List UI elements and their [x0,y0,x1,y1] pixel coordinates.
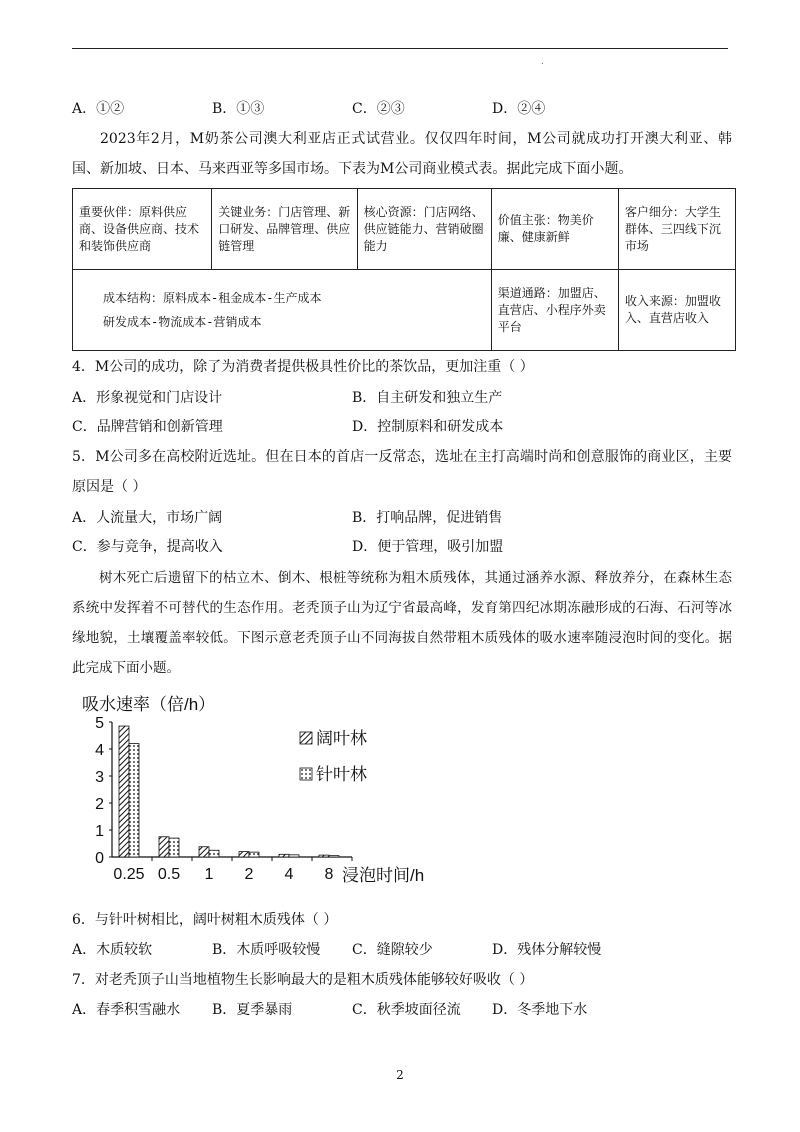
x-tick-label: 0.5 [157,866,181,883]
prev-option-b: B．①③ [212,101,265,117]
bar-broadleaf [239,852,249,857]
intro-m-company: 2023年2月，M奶茶公司澳大利亚店正式试营业。仅仅四年时间，M公司就成功打开澳大利亚、韩国、新加坡、日本、马来西亚等多国市场。下表为M公司商业模式表。据此完成下面小题。 [72,131,732,177]
cell-channels: 渠道通路：加盟店、直营店、小程序外卖平台 [491,270,618,351]
y-tick-label: 0 [95,850,104,867]
bar-broadleaf [119,726,129,857]
q4-stem: 4．M公司的成功，除了为消费者提供极具性价比的茶饮品，更加注重（ ） [72,359,534,375]
cell-core-resources: 核心资源：门店网络、供应链能力、营销破圈能力 [357,189,491,270]
q6-option-b: B．木质呼吸较慢 [212,942,321,958]
bar-conifer [249,852,259,857]
intro-woody-debris: 树木死亡后遗留下的枯立木、倒木、根桩等统称为粗木质残体，其通过涵养水源、释放养分，在森林生态系统中发挥着不可替代的生态作用。老秃顶子山为辽宁省最高峰，发育第四纪冰期冻融形成的石海、石河等冰缘地貌，土壤覆盖率较低。下图示意老秃顶子山不同海拔自然带粗木质残体的吸水速率随浸泡时间的变化。据此完成下面小题。 [72,570,732,676]
bar-conifer [129,744,139,857]
bar-broadleaf [199,847,209,857]
q5-stem: 5．M公司多在高校附近选址。但在日本的首店一反常态，选址在主打高端时尚和创意服饰的商业区，主要原因是（ ） [72,449,732,495]
cost-line-2: 研发成本-物流成本-营销成本 [103,315,262,329]
q4-option-d: D．控制原料和研发成本 [352,419,504,435]
water-absorption-chart [72,688,452,888]
legend-label: 针叶林 [316,765,367,784]
x-tick-label: 8 [324,866,334,883]
header-rule [72,48,728,49]
y-tick-label: 5 [95,715,104,732]
legend-label: 阔叶林 [316,729,367,748]
page-number: 2 [396,1068,404,1082]
q4-option-a: A．形象视觉和门店设计 [72,390,223,406]
prev-option-a: A．①② [72,101,125,117]
cost-line-1: 成本结构：原料成本-租金成本-生产成本 [103,291,322,305]
header-dot: . [541,57,544,67]
q7-option-d: D．冬季地下水 [492,1002,588,1018]
bar-conifer [289,855,299,857]
bar-broadleaf [159,837,169,857]
x-tick-label: 2 [244,866,254,883]
business-model-table [72,188,736,351]
y-tick-label: 1 [95,823,104,840]
q6-option-c: C．缝隙较少 [352,942,433,958]
q4-option-c: C．品牌营销和创新管理 [72,419,223,435]
cell-partners: 重要伙伴：原料供应商、设备供应商、技术和装饰供应商 [73,189,212,270]
q6-option-d: D．残体分解较慢 [492,942,602,958]
cell-cost-structure [73,270,492,351]
q7-option-b: B．夏季暴雨 [212,1002,293,1018]
prev-option-d: D．②④ [492,101,546,117]
cell-value: 价值主张：物美价廉、健康新鲜 [491,189,618,270]
q7-option-c: C．秋季坡面径流 [352,1002,461,1018]
q5-option-d: D．便于管理，吸引加盟 [352,539,504,555]
cell-revenue: 收入来源：加盟收入、直营店收入 [618,270,735,351]
y-tick-label: 2 [95,796,104,813]
y-tick-label: 3 [95,769,104,786]
q5-option-c: C．参与竞争，提高收入 [72,539,223,555]
legend-swatch [300,732,312,744]
bar-broadleaf [319,855,329,857]
cell-key-business: 关键业务：门店管理、新口研发、品牌管理、供应链管理 [212,189,357,270]
q5-option-b: B．打响品牌，促进销售 [352,510,503,526]
q4-option-b: B．自主研发和独立生产 [352,390,503,406]
x-tick-label: 4 [284,866,294,883]
cell-customers: 客户细分：大学生群体、三四线下沉市场 [618,189,735,270]
bar-conifer [209,850,219,857]
q6-option-a: A．木质较软 [72,942,153,958]
prev-option-c: C．②③ [352,101,405,117]
bar-broadleaf [279,854,289,857]
y-tick-label: 4 [95,742,104,759]
q6-stem: 6．与针叶树相比，阔叶树粗木质残体（ ） [72,912,338,928]
bar-conifer [169,838,179,857]
legend-swatch [300,768,312,780]
q5-option-a: A．人流量大，市场广阔 [72,510,223,526]
q7-option-a: A．春季积雪融水 [72,1002,181,1018]
x-tick-label: 0.25 [113,866,145,883]
bar-conifer [329,856,339,857]
x-tick-label: 1 [204,866,214,883]
q7-stem: 7．对老秃顶子山当地植物生长影响最大的是粗木质残体能够较好吸收（ ） [72,972,534,988]
chart-ylabel: 吸水速率（倍/h） [82,695,216,714]
chart-xlabel: 浸泡时间/h [342,866,425,885]
